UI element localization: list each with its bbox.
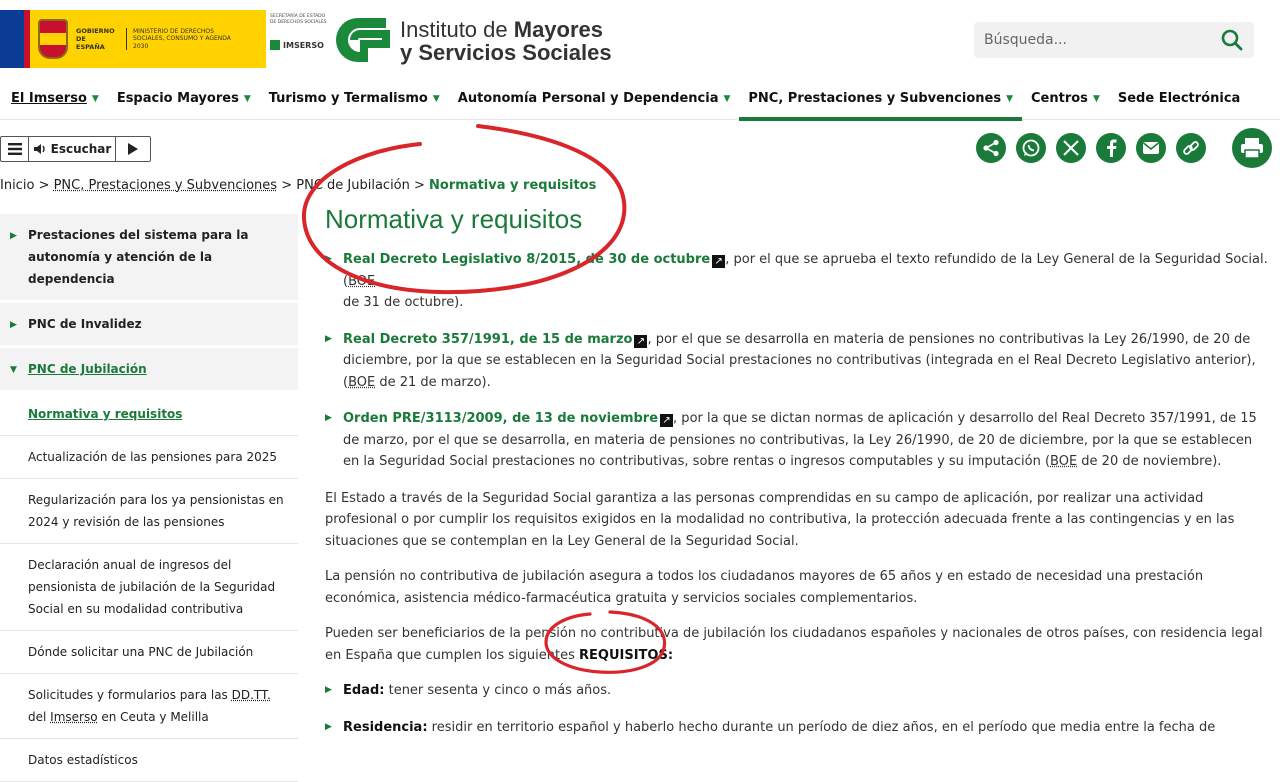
sidebar-item-regularizacion[interactable]: Regularización para los ya pensionistas en 2024 y revisión de las pensiones — [0, 479, 298, 544]
bullet-icon: ▶ — [10, 320, 17, 330]
boe-abbr: BOE — [348, 374, 376, 390]
nav-item-autonomia[interactable] — [449, 78, 740, 120]
institute-name[interactable] — [400, 18, 612, 64]
site-header — [0, 0, 1280, 78]
boe-abbr: BOE — [1050, 454, 1078, 469]
whatsapp-icon — [1021, 138, 1041, 158]
law-text: , por la que se dictan normas de aplicación y desarrollo del Real Decreto 357/1991, de 15 de marzo, por el que se desarrolla, en materia de pensiones no contributivas, la Ley 26/1990, de 20 de diciembre, por la que se establecen en la Seguridad Social prestaciones no contributivas, sobre rentas o ingresos computables y su imputación ( — [343, 411, 1257, 469]
nav-item-espacio-mayores[interactable] — [108, 78, 260, 120]
main-nav — [0, 78, 1280, 120]
law-link[interactable]: Real Decreto Legislativo 8/2015, de 30 de octubre — [343, 252, 711, 267]
imserso-logo[interactable] — [270, 14, 328, 64]
law-item — [325, 408, 1270, 473]
bullet-icon: ▶ — [325, 721, 332, 732]
nav-item-pnc[interactable] — [739, 78, 1022, 120]
menu-button[interactable] — [1, 137, 29, 161]
readspeaker-bar — [0, 136, 151, 162]
requisitos-label: REQUISITOS: — [579, 647, 674, 663]
sidebar-label: Prestaciones del sistema para la autonomía y atención de la dependencia — [28, 228, 249, 286]
sidebar-label: en Ceuta y Melilla — [97, 710, 209, 724]
share-icon — [982, 139, 1000, 157]
share-buttons — [976, 133, 1206, 163]
breadcrumb-jubilacion[interactable]: PNC de Jubilación — [296, 178, 410, 193]
breadcrumb-pnc[interactable]: PNC, Prestaciones y Subvenciones — [53, 178, 278, 193]
boe-abbr: BOE — [348, 273, 376, 289]
secretaria-text: SECRETARÍA DE ESTADO DE DERECHOS SOCIALES — [270, 14, 327, 25]
law-link[interactable]: Real Decreto 357/1991, de 15 de marzo — [343, 331, 633, 347]
paragraph: El Estado a través de la Seguridad Social garantiza a las personas comprendidas en su campo de aplicación, por realizar una actividad profesional o por cumplir los requisitos exigidos en la modalidad no contributiva, la protección adecuada frente a las contingencias y en las situaciones que se contemplan en la Ley General de la Seguridad Social. — [325, 490, 1235, 549]
law-text: , por el que se desarrolla en materia de pensiones no contributivas la Ley 26/1990, de 20 de diciembre, por la que se establecen en la Seguridad Social prestaciones no contributivas (integrada en el Real Decreto Legislativo anterior), ( — [343, 331, 1256, 390]
law-text: de 21 de marzo). — [379, 374, 491, 390]
sidebar-nav — [0, 214, 298, 782]
bullet-icon: ▶ — [325, 333, 332, 344]
nav-label: Autonomía Personal y Dependencia — [457, 91, 719, 106]
breadcrumb-separator: > — [34, 178, 54, 193]
sidebar-label: PNC de Jubilación — [28, 362, 147, 376]
institute-name-line2: y Servicios Sociales — [400, 40, 612, 65]
print-icon — [1240, 137, 1264, 159]
speaker-icon — [33, 143, 47, 155]
mail-icon — [1142, 141, 1160, 155]
sidebar-item-donde-solicitar[interactable]: Dónde solicitar una PNC de Jubilación — [0, 631, 298, 674]
law-link[interactable]: Orden PRE/3113/2009, de 13 de noviembre — [343, 411, 659, 426]
government-logo[interactable] — [0, 10, 266, 68]
play-button[interactable] — [116, 137, 150, 161]
sidebar-item-datos[interactable]: Datos estadísticos — [0, 739, 298, 782]
imserso-label: IMSERSO — [283, 40, 324, 50]
requirement-text: residir en territorio español y haberlo hecho durante un período de diez años, en el período que media entre la fecha de — [427, 719, 1216, 735]
paragraph — [325, 623, 1270, 666]
listen-label: Escuchar — [50, 142, 112, 156]
facebook-icon — [1105, 139, 1117, 157]
nav-item-turismo[interactable] — [260, 78, 449, 120]
requirement-key: Residencia: — [343, 719, 428, 735]
sidebar-label: PNC de Invalidez — [28, 317, 142, 331]
law-text: de 31 de octubre). — [343, 295, 464, 310]
print-button[interactable] — [1232, 128, 1272, 168]
caret-down-icon: ▼ — [432, 93, 440, 104]
breadcrumb-current: Normativa y requisitos — [429, 178, 597, 193]
external-link-icon[interactable]: ↗ — [660, 414, 673, 427]
facebook-button[interactable] — [1096, 133, 1126, 163]
nav-label: Sede Electrónica — [1117, 91, 1241, 106]
search-icon[interactable] — [1220, 28, 1244, 52]
bullet-icon: ▶ — [10, 231, 17, 241]
requirement-item — [325, 717, 1270, 739]
menu-icon — [8, 143, 22, 155]
institute-name-line1b: Mayores — [513, 17, 604, 42]
search-box — [974, 22, 1254, 58]
copy-link-button[interactable] — [1176, 133, 1206, 163]
eu-flag-icon — [0, 10, 24, 68]
institute-name-line1a: Instituto de — [400, 17, 514, 42]
paragraph-text: Pueden ser beneficiarios de la pensión no contributiva de jubilación los ciudadanos españoles y nacionales de otros países, con residencia legal en España que cumplen los siguientes — [325, 626, 1263, 663]
caret-down-icon: ▼ — [723, 93, 731, 104]
requirement-text: tener sesenta y cinco o más años. — [384, 683, 612, 698]
sidebar-item-solicitudes[interactable] — [0, 674, 298, 739]
imserso-mark-icon — [270, 40, 280, 50]
page-title: Normativa y requisitos — [325, 204, 583, 234]
x-button[interactable] — [1056, 133, 1086, 163]
coat-of-arms-icon — [38, 19, 68, 59]
bullet-down-icon: ▼ — [10, 365, 17, 375]
law-item — [325, 249, 1270, 314]
sidebar-item-pnc-invalidez[interactable] — [0, 303, 298, 348]
institute-logo-icon[interactable] — [328, 10, 394, 70]
x-logo-icon — [1062, 139, 1080, 157]
sidebar-item-prestaciones[interactable] — [0, 214, 298, 303]
nav-label: Centros — [1031, 91, 1088, 106]
link-icon — [1182, 139, 1200, 157]
breadcrumb-separator: > — [277, 178, 297, 193]
caret-down-icon: ▼ — [1006, 93, 1014, 104]
search-input[interactable] — [984, 32, 1220, 48]
sidebar-item-declaracion[interactable]: Declaración anual de ingresos del pensionista de jubilación de la Seguridad Social en su modalidad contributiva — [0, 544, 298, 631]
nav-label: PNC, Prestaciones y Subvenciones — [748, 91, 1002, 106]
email-button[interactable] — [1136, 133, 1166, 163]
ministry-text: MINISTERIO DE DERECHOS SOCIALES, CONSUMO Y AGENDA 2030 — [126, 28, 246, 51]
requirement-item — [325, 680, 1270, 702]
nav-label: El Imserso — [11, 91, 87, 106]
nav-label: Espacio Mayores — [116, 91, 239, 106]
sidebar-label: Solicitudes y formularios para las — [28, 688, 232, 702]
law-text: de 20 de noviembre). — [1077, 454, 1222, 469]
whatsapp-button[interactable] — [1016, 133, 1046, 163]
bullet-icon: ▶ — [325, 413, 332, 423]
main-content — [325, 204, 1270, 753]
nav-item-sede[interactable] — [1109, 78, 1249, 120]
sidebar-item-normativa[interactable]: Normativa y requisitos — [0, 393, 298, 436]
requirement-key: Edad: — [343, 683, 385, 698]
sidebar-label-abbr: Imserso — [50, 710, 98, 724]
law-text: , por el que se aprueba el texto refundido de la Ley General de la Seguridad Social. ( — [343, 252, 1268, 289]
nav-item-centros[interactable] — [1022, 78, 1109, 120]
caret-down-icon: ▼ — [243, 93, 251, 104]
sidebar-item-actualizacion[interactable]: Actualización de las pensiones para 2025 — [0, 436, 298, 479]
external-link-icon[interactable]: ↗ — [712, 255, 725, 268]
paragraph: La pensión no contributiva de jubilación asegura a todos los ciudadanos mayores de 65 años y en estado de necesidad una prestación económica, asistencia médico-farmacéutica gratuita y servicios sociales complementarios. — [325, 569, 1204, 606]
caret-down-icon: ▼ — [1092, 93, 1100, 104]
breadcrumb-home[interactable]: Inicio — [0, 178, 35, 193]
external-link-icon[interactable]: ↗ — [634, 335, 647, 348]
nav-item-el-imserso[interactable] — [2, 78, 108, 120]
share-button[interactable] — [976, 133, 1006, 163]
caret-down-icon: ▼ — [91, 93, 99, 104]
sidebar-item-pnc-jubilacion[interactable] — [0, 348, 298, 393]
nav-label: Turismo y Termalismo — [268, 91, 428, 106]
gov-text: GOBIERNO DE ESPAÑA — [76, 27, 115, 51]
play-icon — [128, 143, 138, 155]
bullet-icon: ▶ — [325, 254, 332, 264]
listen-button[interactable] — [29, 137, 116, 161]
breadcrumb-separator: > — [409, 178, 430, 193]
law-item — [325, 329, 1270, 394]
breadcrumb — [0, 178, 596, 193]
sidebar-label-abbr: DD.TT. — [231, 688, 271, 702]
sidebar-label: del — [28, 710, 51, 724]
bullet-icon: ▶ — [325, 685, 332, 695]
